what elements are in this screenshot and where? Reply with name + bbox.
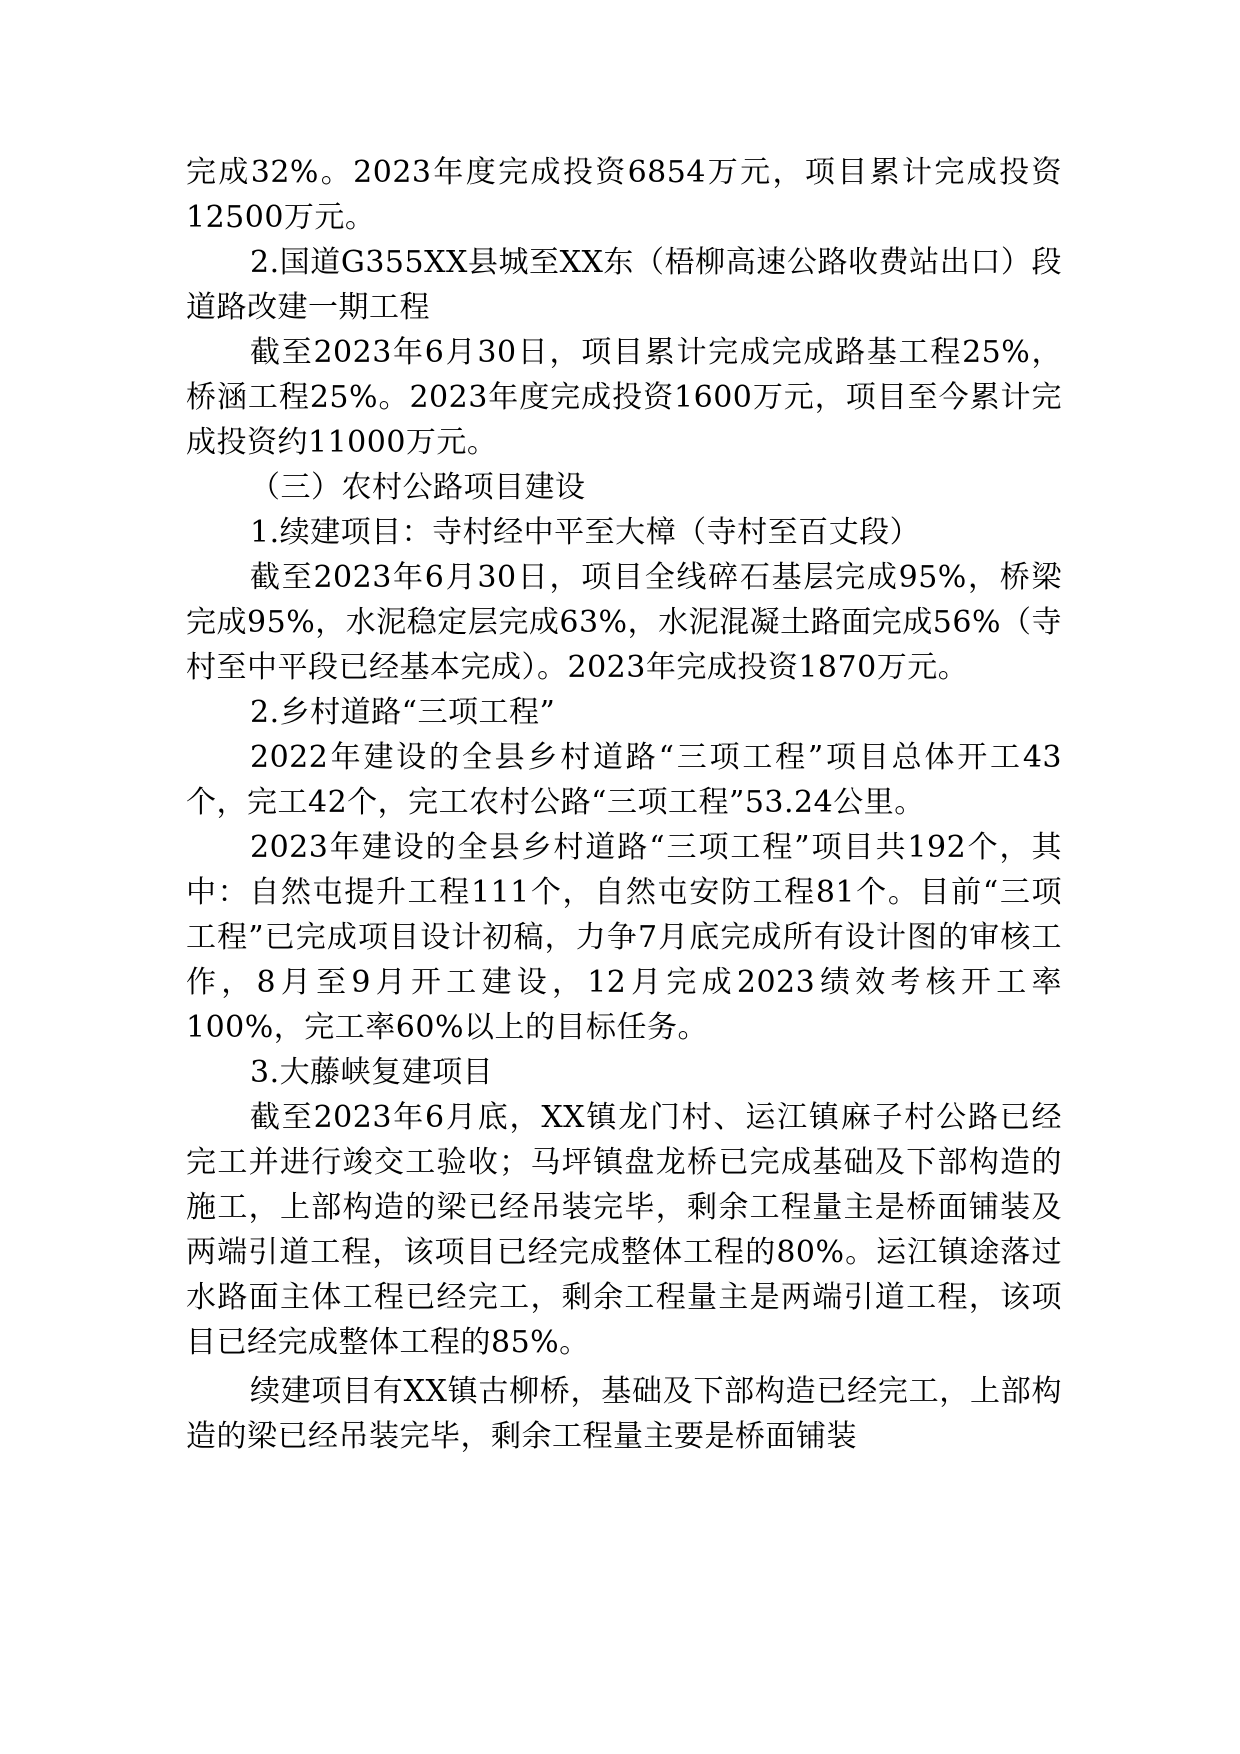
paragraph-2022-three-projects: 2022年建设的全县乡村道路“三项工程”项目总体开工43个，完工42个，完工农村公路“三项工程”53.24公里。 xyxy=(186,740,1062,820)
heading-datengxia-reconstruction: 3.大藤峡复建项目 xyxy=(250,1055,494,1090)
paragraph-datengxia-progress: 截至2023年6月底，XX镇龙门村、运江镇麻子村公路已经完工并进行竣交工验收；马坪镇盘龙桥已完成基础及下部构造的施工，上部构造的梁已经吊装完毕，剩余工程量主是桥面铺装及两端引道工程，该项目已经完成整体工程的80%。运江镇途落过水路面主体工程已经完工，剩余工程量主是两端引道工程，该项目已经完成整体工程的85%。 xyxy=(186,1100,1062,1360)
document-body xyxy=(186,150,1062,1459)
paragraph-investment-progress: 完成32%。2023年度完成投资6854万元，项目累计完成投资12500万元。 xyxy=(186,155,1062,235)
heading-g355-project: 2.国道G355XX县城至XX东（梧柳高速公路收费站出口）段道路改建一期工程 xyxy=(186,245,1062,325)
heading-three-projects: 2.乡村道路“三项工程” xyxy=(250,695,556,730)
paragraph-continuing-project-progress: 截至2023年6月30日，项目全线碎石基层完成95%，桥梁完成95%，水泥稳定层完成63%，水泥混凝土路面完成56%（寺村至中平段已经基本完成）。2023年完成投资1870万元。 xyxy=(186,560,1062,685)
section-heading-rural-roads: （三）农村公路项目建设 xyxy=(250,470,586,505)
paragraph-g355-progress: 截至2023年6月30日，项目累计完成完成路基工程25%，桥涵工程25%。2023年度完成投资1600万元，项目至今累计完成投资约11000万元。 xyxy=(186,335,1062,460)
heading-continuing-project: 1.续建项目：寺村经中平至大樟（寺村至百丈段） xyxy=(250,515,921,550)
paragraph-guliu-bridge: 续建项目有XX镇古柳桥，基础及下部构造已经完工，上部构造的梁已经吊装完毕，剩余工程量主要是桥面铺装 xyxy=(186,1374,1062,1454)
paragraph-2023-three-projects: 2023年建设的全县乡村道路“三项工程”项目共192个，其中：自然屯提升工程111个，自然屯安防工程81个。目前“三项工程”已完成项目设计初稿，力争7月底完成所有设计图的审核工作，8月至9月开工建设，12月完成2023绩效考核开工率100%，完工率60%以上的目标任务。 xyxy=(186,830,1062,1045)
